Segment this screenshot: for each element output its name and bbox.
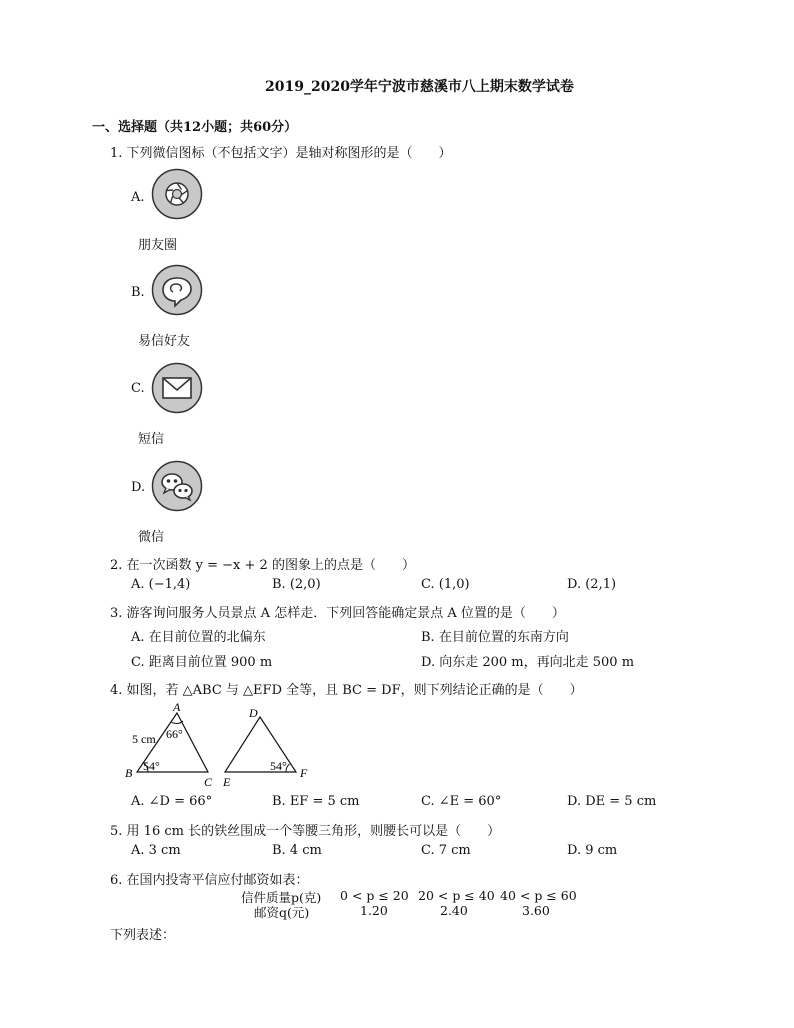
vertex-e: E — [223, 775, 231, 789]
question-3-option-a: A. 在目前位置的北偏东 — [131, 630, 266, 645]
question-5-option-d: D. 9 cm — [567, 843, 618, 858]
option-letter: A. — [131, 190, 145, 205]
table-cell: 1.20 — [360, 903, 388, 918]
angle-a-label: 66° — [166, 727, 183, 741]
moments-icon — [151, 168, 203, 220]
option-letter: D. — [131, 480, 146, 495]
vertex-b: B — [125, 766, 133, 780]
question-2-option-d: D. (2,1) — [567, 577, 617, 592]
vertex-a: A — [173, 700, 181, 714]
triangle-abc — [125, 700, 213, 789]
section-heading: 一、选择题（共12小题；共60分） — [92, 120, 298, 135]
question-5-stem: 5. 用 16 cm 长的铁丝围成一个等腰三角形，则腰长可以是（ ） — [110, 824, 501, 839]
side-label: 5 cm — [132, 732, 156, 746]
option-letter: B. — [131, 285, 145, 300]
vertex-f: F — [300, 766, 308, 780]
question-4-option-c: C. ∠E = 60° — [421, 794, 502, 809]
question-4-option-a: A. ∠D = 66° — [131, 794, 213, 809]
table-cell: 0 < p ≤ 20 — [340, 888, 409, 903]
question-6-stem: 6. 在国内投寄平信应付邮资如表： — [110, 873, 309, 888]
chat-bubble-icon — [151, 264, 203, 316]
question-2-option-a: A. (−1,4) — [131, 577, 191, 592]
question-6-continuation: 下列表述： — [110, 928, 176, 943]
table-cell: 40 < p ≤ 60 — [500, 888, 577, 903]
table-cell: 20 < p ≤ 40 — [418, 888, 495, 903]
angle-b-label: 54° — [143, 759, 160, 773]
table-header-postage: 邮资q(元) — [254, 905, 310, 920]
triangle-figure — [120, 700, 320, 792]
question-3-option-c: C. 距离目前位置 900 m — [131, 655, 273, 670]
vertex-d: D — [249, 706, 258, 720]
question-5-option-b: B. 4 cm — [272, 843, 322, 858]
question-5-option-a: A. 3 cm — [131, 843, 181, 858]
option-letter: C. — [131, 381, 145, 396]
option-caption: 易信好友 — [138, 334, 191, 349]
option-caption: 短信 — [138, 432, 165, 447]
angle-f-label: 54° — [270, 759, 287, 773]
question-4-option-b: B. EF = 5 cm — [272, 794, 360, 809]
question-2-stem: 2. 在一次函数 y = −x + 2 的图象上的点是（ ） — [110, 558, 415, 573]
envelope-icon — [151, 362, 203, 414]
question-2-option-b: B. (2,0) — [272, 577, 321, 592]
question-3-option-b: B. 在目前位置的东南方向 — [421, 630, 569, 645]
triangle-efd — [222, 706, 308, 789]
question-1-stem: 1. 下列微信图标（不包括文字）是轴对称图形的是（ ） — [110, 146, 452, 161]
table-cell: 3.60 — [522, 903, 550, 918]
question-4-option-d: D. DE = 5 cm — [567, 794, 657, 809]
question-2-option-c: C. (1,0) — [421, 577, 470, 592]
question-5-option-c: C. 7 cm — [421, 843, 471, 858]
table-cell: 2.40 — [440, 903, 468, 918]
option-caption: 微信 — [138, 530, 165, 545]
question-3-stem: 3. 游客询问服务人员景点 A 怎样走．下列回答能确定景点 A 位置的是（ ） — [110, 606, 565, 621]
question-4-stem: 4. 如图，若 △ABC 与 △EFD 全等，且 BC = DF，则下列结论正确的是（ ） — [110, 683, 583, 698]
option-caption: 朋友圈 — [138, 238, 178, 253]
question-3-option-d: D. 向东走 200 m，再向北走 500 m — [421, 655, 635, 670]
wechat-icon — [151, 460, 203, 512]
page-title: 2019_2020学年宁波市慈溪市八上期末数学试卷 — [265, 79, 574, 95]
vertex-c: C — [204, 775, 213, 789]
table-header-weight: 信件质量p(克) — [241, 890, 322, 905]
